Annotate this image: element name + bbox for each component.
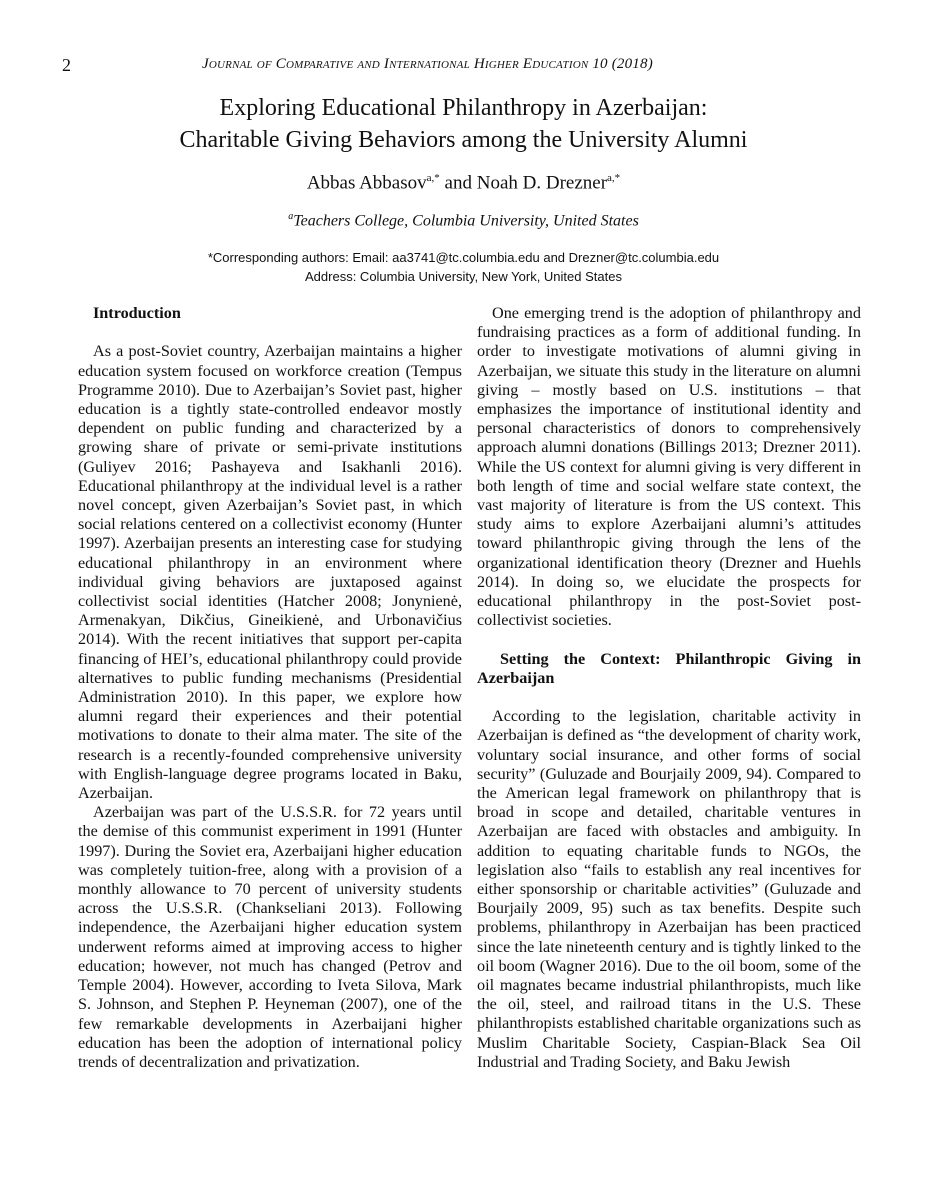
- body-paragraph: As a post-Soviet country, Azerbaijan maintains a higher education system focused on workforce creation (Tempus Programme 2010). Due to Azerbaijan’s Soviet past, higher education is a tightly state-controlled endeavor mostly dependent on public funding and characterized by a growing share of private or semi-private institutions (Guliyev 2016; Pashayeva and Isakhanli 2016). Educational philanthropy at the individual level is a rather novel concept, given Azerbaijan’s Soviet past, in which social relations centered on a collectivist economy (Hunter 1997). Azerbaijan presents an interesting case for studying educational philanthropy in an environment where individual giving behaviors are juxtaposed against collectivist social identities (Hatcher 2008; Jonynienė, Armenakyan, Dikčius, Gineikienė, and Urbonavičius 2014). With the recent initiatives that support per-capita financing of HEI’s, educational philanthropy could provide alternatives to public funding mechanisms (Presidential Administration 2010). In this paper, we explore how alumni regard their experiences and their potential motivations to donate to their alma mater. The site of the research is a recently-founded comprehensive university with English-language degree programs located in Baku, Azerbaijan.: [78, 342, 462, 803]
- affiliation: [0, 211, 927, 230]
- right-column: [477, 304, 861, 1072]
- title-line-2: Charitable Giving Behaviors among the University Alumni: [179, 127, 748, 153]
- page-number: 2: [62, 55, 71, 75]
- corresponding-info: [0, 248, 927, 286]
- section-heading-introduction: Introduction: [93, 304, 181, 322]
- author-name: Abbas Abbasov: [306, 172, 427, 194]
- author-conjunction: and: [444, 172, 472, 194]
- corresponding-email: *Corresponding authors: Email: aa3741@tc.columbia.edu and Drezner@tc.columbia.edu: [207, 250, 720, 265]
- author-list: [0, 172, 927, 194]
- body-paragraph: One emerging trend is the adoption of philanthropy and fundraising practices as a form of additional funding. In order to investigate motivations of alumni giving in Azerbaijan, we situate this study in the literature on alumni giving – mostly based on U.S. institutions – that emphasizes the importance of institutional identity and personal characteristics of donors to comprehensively approach alumni donations (Billings 2013; Drezner 2011). While the US context for alumni giving is very different in both length of time and social welfare state context, the vast majority of literature is from the US context. This study aims to explore Azerbaijani alumni’s attitudes toward philanthropic giving through the lens of the organizational identification theory (Drezner and Huehls 2014). In doing so, we elucidate the prospects for educational philanthropy in the post-Soviet post-collectivist societies.: [477, 304, 861, 630]
- author-name: Noah D. Drezner: [476, 172, 608, 194]
- corresponding-address: Address: Columbia University, New York, United States: [305, 269, 622, 284]
- left-column: [78, 304, 462, 1072]
- author-affiliation-mark: a,*: [607, 172, 621, 184]
- journal-name: Journal of Comparative and International Higher Education 10 (2018): [202, 56, 653, 72]
- running-header: [202, 56, 653, 73]
- affiliation-text: Teachers College, Columbia University, United States: [293, 212, 639, 230]
- body-paragraph: According to the legislation, charitable activity in Azerbaijan is defined as “the development of charity work, voluntary social insurance, and other forms of social security” (Guluzade and Bourjaily 2009, 94). Compared to the American legal framework on philanthropy that is broad in scope and detailed, charitable ventures in Azerbaijan are faced with obstacles and ambiguity. In addition to equating charitable funds to NGOs, the legislation also “fails to establish any real incentives for either sponsorship or charitable activities” (Guluzade and Bourjaily 2009, 95) such as tax benefits. Despite such problems, philanthropy in Azerbaijan has been practiced since the late nineteenth century and is tightly linked to the oil boom (Wagner 2016). Due to the oil boom, some of the oil magnates became industrial philanthropists, much like the oil, steel, and railroad titans in the U.S. These philanthropists established charitable organizations such as Muslim Charitable Society, Caspian-Black Sea Oil Industrial and Trading Society, and Baku Jewish: [477, 707, 861, 1071]
- paper-title: [0, 92, 927, 156]
- affiliation-mark: a: [288, 211, 294, 222]
- author-affiliation-mark: a,*: [426, 172, 440, 184]
- body-paragraph: Azerbaijan was part of the U.S.S.R. for 72 years until the demise of this communist experiment in 1991 (Hunter 1997). During the Soviet era, Azerbaijani higher education was completely tuition-free, along with a provision of a monthly allowance to 70 percent of university students across the U.S.S.R. (Chankseliani 2013). Following independence, the Azerbaijani higher education system underwent reforms aimed at improving access to higher education; however, not much has changed (Petrov and Temple 2004). However, according to Iveta Silova, Mark S. Johnson, and Stephen P. Heyneman (2007), one of the few remarkable developments in Azerbaijani higher education has been the adoption of international policy trends of decentralization and privatization.: [78, 803, 462, 1071]
- title-line-1: Exploring Educational Philanthropy in Azerbaijan:: [219, 95, 708, 121]
- section-heading-context: Setting the Context: Philanthropic Giving in Azerbaijan: [477, 649, 861, 687]
